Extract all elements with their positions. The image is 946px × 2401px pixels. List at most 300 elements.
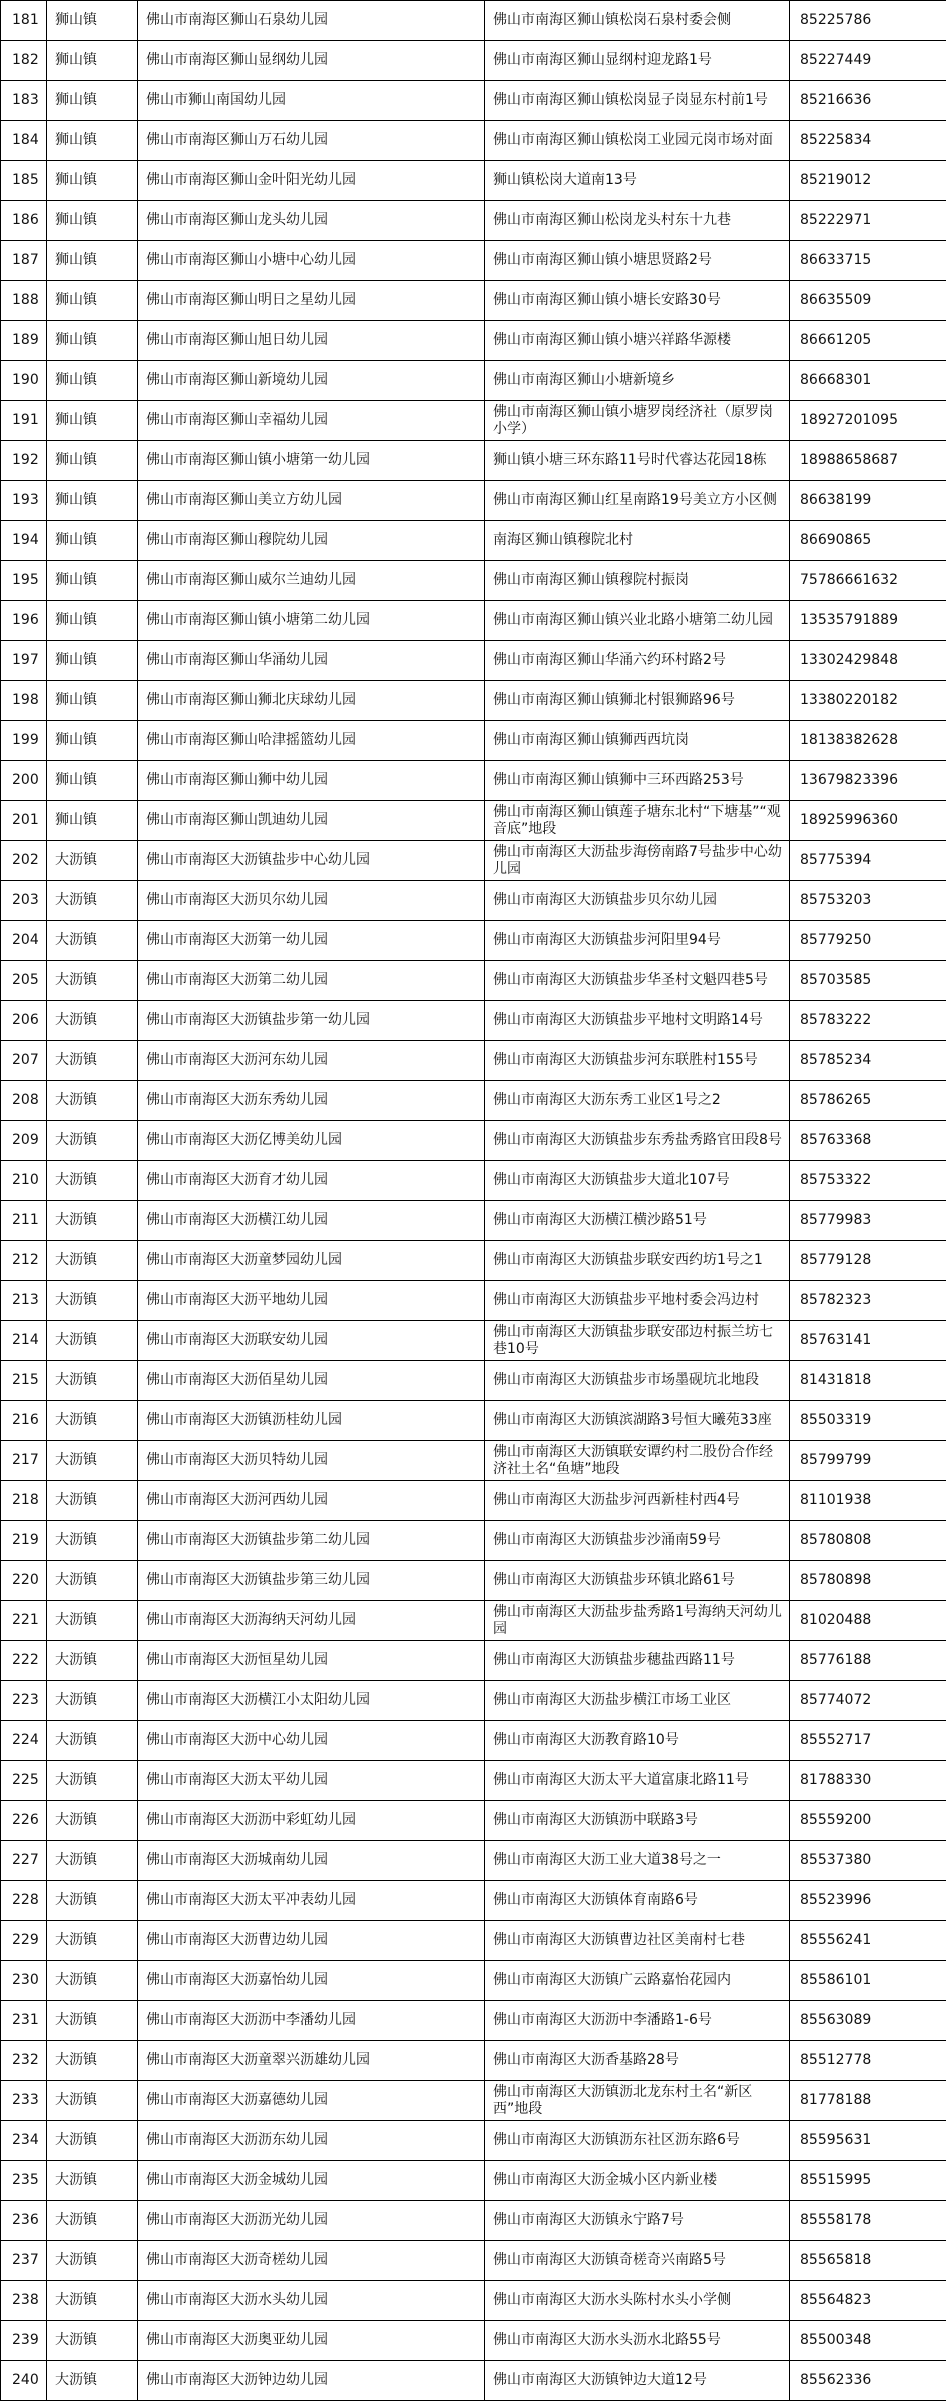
row-number: 186 bbox=[1, 201, 47, 241]
phone: 13302429848 bbox=[790, 641, 946, 681]
row-number: 217 bbox=[1, 1441, 47, 1481]
table-row bbox=[1, 1641, 946, 1681]
table-row bbox=[1, 81, 946, 121]
table-row bbox=[1, 681, 946, 721]
address: 佛山市南海区狮山显纲村迎龙路1号 bbox=[485, 41, 790, 81]
town: 大沥镇 bbox=[47, 1281, 138, 1321]
kindergarten-name: 佛山市南海区狮山旭日幼儿园 bbox=[138, 321, 485, 361]
town: 大沥镇 bbox=[47, 2361, 138, 2401]
kindergarten-name: 佛山市南海区大沥河西幼儿园 bbox=[138, 1481, 485, 1521]
kindergarten-name: 佛山市南海区大沥第一幼儿园 bbox=[138, 921, 485, 961]
address: 佛山市南海区大沥镇盐步平地村文明路14号 bbox=[485, 1001, 790, 1041]
phone: 85776188 bbox=[790, 1641, 946, 1681]
table-row bbox=[1, 201, 946, 241]
town: 大沥镇 bbox=[47, 2081, 138, 2121]
kindergarten-name: 佛山市南海区大沥太平幼儿园 bbox=[138, 1761, 485, 1801]
kindergarten-name: 佛山市南海区狮山龙头幼儿园 bbox=[138, 201, 485, 241]
table-row bbox=[1, 881, 946, 921]
table-row bbox=[1, 761, 946, 801]
row-number: 230 bbox=[1, 1961, 47, 2001]
phone: 85780898 bbox=[790, 1561, 946, 1601]
address: 佛山市南海区大沥横江横沙路51号 bbox=[485, 1201, 790, 1241]
address: 佛山市南海区狮山镇莲子塘东北村“下塘基”“观音底”地段 bbox=[485, 801, 790, 841]
table-row bbox=[1, 2281, 946, 2321]
phone: 85775394 bbox=[790, 841, 946, 881]
address: 佛山市南海区狮山镇小塘罗岗经济社（原罗岗小学） bbox=[485, 401, 790, 441]
phone: 85786265 bbox=[790, 1081, 946, 1121]
phone: 18988658687 bbox=[790, 441, 946, 481]
table-row bbox=[1, 1761, 946, 1801]
table-row bbox=[1, 1281, 946, 1321]
town: 大沥镇 bbox=[47, 2001, 138, 2041]
address: 佛山市南海区大沥镇盐步环镇北路61号 bbox=[485, 1561, 790, 1601]
kindergarten-name: 佛山市南海区大沥河东幼儿园 bbox=[138, 1041, 485, 1081]
phone: 85564823 bbox=[790, 2281, 946, 2321]
table-row bbox=[1, 321, 946, 361]
town: 大沥镇 bbox=[47, 1521, 138, 1561]
phone: 85565818 bbox=[790, 2241, 946, 2281]
kindergarten-name: 佛山市南海区大沥嘉德幼儿园 bbox=[138, 2081, 485, 2121]
kindergarten-name: 佛山市南海区狮山凯迪幼儿园 bbox=[138, 801, 485, 841]
table-row bbox=[1, 2161, 946, 2201]
town: 大沥镇 bbox=[47, 921, 138, 961]
row-number: 224 bbox=[1, 1721, 47, 1761]
kindergarten-name: 佛山市南海区大沥第二幼儿园 bbox=[138, 961, 485, 1001]
kindergarten-name: 佛山市南海区狮山镇小塘第一幼儿园 bbox=[138, 441, 485, 481]
phone: 81101938 bbox=[790, 1481, 946, 1521]
phone: 85562336 bbox=[790, 2361, 946, 2401]
row-number: 236 bbox=[1, 2201, 47, 2241]
kindergarten-name: 佛山市南海区大沥童翠兴沥雄幼儿园 bbox=[138, 2041, 485, 2081]
address: 佛山市南海区大沥盐步海傍南路7号盐步中心幼儿园 bbox=[485, 841, 790, 881]
town: 大沥镇 bbox=[47, 1161, 138, 1201]
row-number: 214 bbox=[1, 1321, 47, 1361]
table-row bbox=[1, 1121, 946, 1161]
kindergarten-name: 佛山市南海区狮山狮中幼儿园 bbox=[138, 761, 485, 801]
phone: 85216636 bbox=[790, 81, 946, 121]
row-number: 202 bbox=[1, 841, 47, 881]
town: 大沥镇 bbox=[47, 1121, 138, 1161]
kindergarten-name: 佛山市南海区大沥水头幼儿园 bbox=[138, 2281, 485, 2321]
kindergarten-name: 佛山市南海区大沥横江幼儿园 bbox=[138, 1201, 485, 1241]
address: 佛山市南海区大沥镇沥东社区沥东路6号 bbox=[485, 2121, 790, 2161]
address: 佛山市南海区狮山镇松岗工业园元岗市场对面 bbox=[485, 121, 790, 161]
row-number: 197 bbox=[1, 641, 47, 681]
address: 佛山市南海区狮山红星南路19号美立方小区侧 bbox=[485, 481, 790, 521]
address: 佛山市南海区大沥水头陈村水头小学侧 bbox=[485, 2281, 790, 2321]
town: 大沥镇 bbox=[47, 881, 138, 921]
phone: 81788330 bbox=[790, 1761, 946, 1801]
town: 大沥镇 bbox=[47, 1441, 138, 1481]
kindergarten-name: 佛山市南海区大沥亿博美幼儿园 bbox=[138, 1121, 485, 1161]
table-row bbox=[1, 121, 946, 161]
address: 佛山市南海区狮山镇小塘思贤路2号 bbox=[485, 241, 790, 281]
row-number: 218 bbox=[1, 1481, 47, 1521]
address: 佛山市南海区大沥金城小区内新业楼 bbox=[485, 2161, 790, 2201]
town: 狮山镇 bbox=[47, 41, 138, 81]
address: 佛山市南海区大沥镇永宁路7号 bbox=[485, 2201, 790, 2241]
kindergarten-name: 佛山市南海区大沥贝尔幼儿园 bbox=[138, 881, 485, 921]
address: 佛山市南海区大沥香基路28号 bbox=[485, 2041, 790, 2081]
town: 狮山镇 bbox=[47, 521, 138, 561]
row-number: 196 bbox=[1, 601, 47, 641]
address: 狮山镇松岗大道南13号 bbox=[485, 161, 790, 201]
town: 狮山镇 bbox=[47, 161, 138, 201]
table-row bbox=[1, 1521, 946, 1561]
town: 狮山镇 bbox=[47, 361, 138, 401]
table-row bbox=[1, 1401, 946, 1441]
address: 佛山市南海区大沥东秀工业区1号之2 bbox=[485, 1081, 790, 1121]
town: 大沥镇 bbox=[47, 1321, 138, 1361]
row-number: 204 bbox=[1, 921, 47, 961]
table-row bbox=[1, 1841, 946, 1881]
address: 佛山市南海区狮山小塘新境乡 bbox=[485, 361, 790, 401]
town: 大沥镇 bbox=[47, 1401, 138, 1441]
table-row bbox=[1, 2241, 946, 2281]
address: 佛山市南海区大沥镇盐步河阳里94号 bbox=[485, 921, 790, 961]
address: 佛山市南海区狮山镇狮北村银狮路96号 bbox=[485, 681, 790, 721]
row-number: 190 bbox=[1, 361, 47, 401]
table-row bbox=[1, 281, 946, 321]
town: 大沥镇 bbox=[47, 2201, 138, 2241]
address: 佛山市南海区大沥沥中李潘路1-6号 bbox=[485, 2001, 790, 2041]
kindergarten-name: 佛山市南海区大沥沥光幼儿园 bbox=[138, 2201, 485, 2241]
phone: 18925996360 bbox=[790, 801, 946, 841]
row-number: 200 bbox=[1, 761, 47, 801]
phone: 85774072 bbox=[790, 1681, 946, 1721]
town: 狮山镇 bbox=[47, 801, 138, 841]
row-number: 232 bbox=[1, 2041, 47, 2081]
phone: 86633715 bbox=[790, 241, 946, 281]
table-row bbox=[1, 1921, 946, 1961]
row-number: 223 bbox=[1, 1681, 47, 1721]
town: 大沥镇 bbox=[47, 1081, 138, 1121]
kindergarten-name: 佛山市南海区狮山镇小塘第二幼儿园 bbox=[138, 601, 485, 641]
table-row bbox=[1, 961, 946, 1001]
address: 佛山市南海区狮山镇穆院村振岗 bbox=[485, 561, 790, 601]
table-row bbox=[1, 561, 946, 601]
phone: 81778188 bbox=[790, 2081, 946, 2121]
row-number: 181 bbox=[1, 1, 47, 41]
address: 佛山市南海区大沥镇盐步东秀盐秀路官田段8号 bbox=[485, 1121, 790, 1161]
address: 佛山市南海区狮山镇狮中三环西路253号 bbox=[485, 761, 790, 801]
phone: 85563089 bbox=[790, 2001, 946, 2041]
address: 佛山市南海区大沥镇盐步联安邵边村振兰坊七巷10号 bbox=[485, 1321, 790, 1361]
phone: 85225834 bbox=[790, 121, 946, 161]
address: 佛山市南海区大沥盐步河西新桂村西4号 bbox=[485, 1481, 790, 1521]
town: 大沥镇 bbox=[47, 1721, 138, 1761]
table-row bbox=[1, 2321, 946, 2361]
address: 佛山市南海区狮山松岗龙头村东十九巷 bbox=[485, 201, 790, 241]
row-number: 222 bbox=[1, 1641, 47, 1681]
town: 大沥镇 bbox=[47, 1041, 138, 1081]
row-number: 219 bbox=[1, 1521, 47, 1561]
row-number: 240 bbox=[1, 2361, 47, 2401]
kindergarten-name: 佛山市南海区大沥奇槎幼儿园 bbox=[138, 2241, 485, 2281]
phone: 85782323 bbox=[790, 1281, 946, 1321]
town: 狮山镇 bbox=[47, 681, 138, 721]
kindergarten-name: 佛山市南海区狮山威尔兰迪幼儿园 bbox=[138, 561, 485, 601]
row-number: 212 bbox=[1, 1241, 47, 1281]
address: 佛山市南海区大沥盐步横江市场工业区 bbox=[485, 1681, 790, 1721]
phone: 18927201095 bbox=[790, 401, 946, 441]
phone: 85753322 bbox=[790, 1161, 946, 1201]
address: 佛山市南海区大沥镇沥北龙东村土名“新区西”地段 bbox=[485, 2081, 790, 2121]
row-number: 203 bbox=[1, 881, 47, 921]
table-row bbox=[1, 1601, 946, 1641]
address: 佛山市南海区狮山华涌六约环村路2号 bbox=[485, 641, 790, 681]
row-number: 188 bbox=[1, 281, 47, 321]
address: 佛山市南海区大沥镇盐步大道北107号 bbox=[485, 1161, 790, 1201]
table-row bbox=[1, 361, 946, 401]
row-number: 210 bbox=[1, 1161, 47, 1201]
kindergarten-name: 佛山市南海区大沥沥东幼儿园 bbox=[138, 2121, 485, 2161]
address: 佛山市南海区大沥镇奇槎奇兴南路5号 bbox=[485, 2241, 790, 2281]
kindergarten-name: 佛山市南海区狮山石泉幼儿园 bbox=[138, 1, 485, 41]
town: 狮山镇 bbox=[47, 201, 138, 241]
table-row bbox=[1, 1881, 946, 1921]
kindergarten-name: 佛山市南海区狮山新境幼儿园 bbox=[138, 361, 485, 401]
row-number: 207 bbox=[1, 1041, 47, 1081]
row-number: 225 bbox=[1, 1761, 47, 1801]
kindergarten-name: 佛山市南海区狮山幸福幼儿园 bbox=[138, 401, 485, 441]
row-number: 184 bbox=[1, 121, 47, 161]
town: 狮山镇 bbox=[47, 121, 138, 161]
phone: 85783222 bbox=[790, 1001, 946, 1041]
table-row bbox=[1, 721, 946, 761]
table-row bbox=[1, 1361, 946, 1401]
table-row bbox=[1, 481, 946, 521]
address: 佛山市南海区大沥镇盐步沙涌南59号 bbox=[485, 1521, 790, 1561]
table-row bbox=[1, 1, 946, 41]
kindergarten-name: 佛山市南海区大沥中心幼儿园 bbox=[138, 1721, 485, 1761]
row-number: 226 bbox=[1, 1801, 47, 1841]
row-number: 189 bbox=[1, 321, 47, 361]
row-number: 198 bbox=[1, 681, 47, 721]
phone: 85515995 bbox=[790, 2161, 946, 2201]
town: 大沥镇 bbox=[47, 1241, 138, 1281]
address: 佛山市南海区大沥镇曹边社区美南村七巷 bbox=[485, 1921, 790, 1961]
town: 大沥镇 bbox=[47, 1841, 138, 1881]
kindergarten-name: 佛山市南海区大沥镇盐步中心幼儿园 bbox=[138, 841, 485, 881]
kindergarten-name: 佛山市南海区大沥金城幼儿园 bbox=[138, 2161, 485, 2201]
row-number: 183 bbox=[1, 81, 47, 121]
town: 大沥镇 bbox=[47, 2161, 138, 2201]
table-row bbox=[1, 1481, 946, 1521]
table-row bbox=[1, 2361, 946, 2401]
address: 佛山市南海区大沥镇盐步华圣村文魁四巷5号 bbox=[485, 961, 790, 1001]
phone: 85558178 bbox=[790, 2201, 946, 2241]
table-row bbox=[1, 841, 946, 881]
phone: 85780808 bbox=[790, 1521, 946, 1561]
town: 狮山镇 bbox=[47, 441, 138, 481]
table-row bbox=[1, 601, 946, 641]
kindergarten-name: 佛山市南海区狮山华涌幼儿园 bbox=[138, 641, 485, 681]
phone: 85503319 bbox=[790, 1401, 946, 1441]
table-row bbox=[1, 2121, 946, 2161]
phone: 85763368 bbox=[790, 1121, 946, 1161]
phone: 81431818 bbox=[790, 1361, 946, 1401]
kindergarten-name: 佛山市南海区狮山金叶阳光幼儿园 bbox=[138, 161, 485, 201]
address: 佛山市南海区大沥镇沥中联路3号 bbox=[485, 1801, 790, 1841]
address: 佛山市南海区狮山镇兴业北路小塘第二幼儿园 bbox=[485, 601, 790, 641]
row-number: 193 bbox=[1, 481, 47, 521]
kindergarten-name: 佛山市南海区大沥沥中彩虹幼儿园 bbox=[138, 1801, 485, 1841]
kindergarten-name: 佛山市南海区大沥奥亚幼儿园 bbox=[138, 2321, 485, 2361]
kindergarten-name: 佛山市南海区大沥育才幼儿园 bbox=[138, 1161, 485, 1201]
phone: 86661205 bbox=[790, 321, 946, 361]
table-row bbox=[1, 2001, 946, 2041]
table-row bbox=[1, 801, 946, 841]
phone: 85799799 bbox=[790, 1441, 946, 1481]
town: 狮山镇 bbox=[47, 1, 138, 41]
table-row bbox=[1, 1441, 946, 1481]
phone: 86638199 bbox=[790, 481, 946, 521]
table-row bbox=[1, 441, 946, 481]
row-number: 215 bbox=[1, 1361, 47, 1401]
kindergarten-name: 佛山市南海区大沥嘉怡幼儿园 bbox=[138, 1961, 485, 2001]
row-number: 239 bbox=[1, 2321, 47, 2361]
address: 佛山市南海区大沥镇体育南路6号 bbox=[485, 1881, 790, 1921]
row-number: 221 bbox=[1, 1601, 47, 1641]
town: 狮山镇 bbox=[47, 281, 138, 321]
row-number: 238 bbox=[1, 2281, 47, 2321]
kindergarten-name: 佛山市南海区大沥镇盐步第一幼儿园 bbox=[138, 1001, 485, 1041]
phone: 85559200 bbox=[790, 1801, 946, 1841]
row-number: 235 bbox=[1, 2161, 47, 2201]
row-number: 211 bbox=[1, 1201, 47, 1241]
town: 狮山镇 bbox=[47, 481, 138, 521]
row-number: 195 bbox=[1, 561, 47, 601]
address: 南海区狮山镇穆院北村 bbox=[485, 521, 790, 561]
phone: 85225786 bbox=[790, 1, 946, 41]
kindergarten-name: 佛山市南海区大沥沥中李潘幼儿园 bbox=[138, 2001, 485, 2041]
town: 狮山镇 bbox=[47, 721, 138, 761]
phone: 86635509 bbox=[790, 281, 946, 321]
table-row bbox=[1, 1321, 946, 1361]
phone: 85785234 bbox=[790, 1041, 946, 1081]
table-row bbox=[1, 1241, 946, 1281]
town: 狮山镇 bbox=[47, 641, 138, 681]
address: 佛山市南海区大沥镇广云路嘉怡花园内 bbox=[485, 1961, 790, 2001]
row-number: 201 bbox=[1, 801, 47, 841]
phone: 85586101 bbox=[790, 1961, 946, 2001]
town: 狮山镇 bbox=[47, 401, 138, 441]
phone: 85763141 bbox=[790, 1321, 946, 1361]
table-body bbox=[1, 1, 946, 2401]
row-number: 206 bbox=[1, 1001, 47, 1041]
kindergarten-name: 佛山市南海区狮山明日之星幼儿园 bbox=[138, 281, 485, 321]
row-number: 233 bbox=[1, 2081, 47, 2121]
phone: 85556241 bbox=[790, 1921, 946, 1961]
row-number: 205 bbox=[1, 961, 47, 1001]
table-row bbox=[1, 161, 946, 201]
address: 佛山市南海区狮山镇小塘兴祥路华源楼 bbox=[485, 321, 790, 361]
row-number: 208 bbox=[1, 1081, 47, 1121]
town: 狮山镇 bbox=[47, 601, 138, 641]
town: 大沥镇 bbox=[47, 2041, 138, 2081]
table-row bbox=[1, 2201, 946, 2241]
row-number: 209 bbox=[1, 1121, 47, 1161]
table-row bbox=[1, 401, 946, 441]
row-number: 187 bbox=[1, 241, 47, 281]
town: 狮山镇 bbox=[47, 81, 138, 121]
kindergarten-name: 佛山市南海区大沥横江小太阳幼儿园 bbox=[138, 1681, 485, 1721]
town: 大沥镇 bbox=[47, 1561, 138, 1601]
town: 大沥镇 bbox=[47, 1481, 138, 1521]
phone: 85703585 bbox=[790, 961, 946, 1001]
phone: 85500348 bbox=[790, 2321, 946, 2361]
row-number: 229 bbox=[1, 1921, 47, 1961]
phone: 85523996 bbox=[790, 1881, 946, 1921]
table-row bbox=[1, 1041, 946, 1081]
address: 佛山市南海区大沥镇盐步穗盐西路11号 bbox=[485, 1641, 790, 1681]
town: 大沥镇 bbox=[47, 1361, 138, 1401]
table-row bbox=[1, 1001, 946, 1041]
kindergarten-name: 佛山市南海区大沥镇盐步第三幼儿园 bbox=[138, 1561, 485, 1601]
address: 佛山市南海区大沥镇盐步平地村委会冯边村 bbox=[485, 1281, 790, 1321]
address: 佛山市南海区大沥太平大道富康北路11号 bbox=[485, 1761, 790, 1801]
kindergarten-name: 佛山市南海区大沥佰星幼儿园 bbox=[138, 1361, 485, 1401]
table-row bbox=[1, 921, 946, 961]
town: 狮山镇 bbox=[47, 321, 138, 361]
kindergarten-name: 佛山市南海区大沥东秀幼儿园 bbox=[138, 1081, 485, 1121]
address: 狮山镇小塘三环东路11号时代睿达花园18栋 bbox=[485, 441, 790, 481]
address: 佛山市南海区大沥镇联安谭约村二股份合作经济社土名“鱼塘”地段 bbox=[485, 1441, 790, 1481]
kindergarten-name: 佛山市南海区大沥平地幼儿园 bbox=[138, 1281, 485, 1321]
phone: 85779128 bbox=[790, 1241, 946, 1281]
address: 佛山市南海区大沥镇盐步贝尔幼儿园 bbox=[485, 881, 790, 921]
row-number: 234 bbox=[1, 2121, 47, 2161]
kindergarten-name: 佛山市南海区大沥恒星幼儿园 bbox=[138, 1641, 485, 1681]
row-number: 213 bbox=[1, 1281, 47, 1321]
address: 佛山市南海区大沥工业大道38号之一 bbox=[485, 1841, 790, 1881]
town: 大沥镇 bbox=[47, 1001, 138, 1041]
table-row bbox=[1, 2041, 946, 2081]
town: 大沥镇 bbox=[47, 1641, 138, 1681]
phone: 13535791889 bbox=[790, 601, 946, 641]
kindergarten-name: 佛山市南海区狮山哈津摇篮幼儿园 bbox=[138, 721, 485, 761]
row-number: 194 bbox=[1, 521, 47, 561]
row-number: 216 bbox=[1, 1401, 47, 1441]
table-row bbox=[1, 1201, 946, 1241]
table-row bbox=[1, 241, 946, 281]
phone: 85537380 bbox=[790, 1841, 946, 1881]
table-row bbox=[1, 641, 946, 681]
town: 大沥镇 bbox=[47, 1961, 138, 2001]
town: 大沥镇 bbox=[47, 2281, 138, 2321]
address: 佛山市南海区狮山镇小塘长安路30号 bbox=[485, 281, 790, 321]
table-row bbox=[1, 2081, 946, 2121]
address: 佛山市南海区大沥教育路10号 bbox=[485, 1721, 790, 1761]
phone: 81020488 bbox=[790, 1601, 946, 1641]
town: 狮山镇 bbox=[47, 761, 138, 801]
town: 大沥镇 bbox=[47, 1681, 138, 1721]
table-row bbox=[1, 521, 946, 561]
phone: 85779983 bbox=[790, 1201, 946, 1241]
kindergarten-name: 佛山市南海区狮山显纲幼儿园 bbox=[138, 41, 485, 81]
address: 佛山市南海区大沥盐步盐秀路1号海纳天河幼儿园 bbox=[485, 1601, 790, 1641]
table-row bbox=[1, 1961, 946, 2001]
town: 大沥镇 bbox=[47, 2121, 138, 2161]
town: 大沥镇 bbox=[47, 1601, 138, 1641]
row-number: 182 bbox=[1, 41, 47, 81]
kindergarten-name: 佛山市南海区狮山穆院幼儿园 bbox=[138, 521, 485, 561]
kindergarten-name: 佛山市南海区大沥贝特幼儿园 bbox=[138, 1441, 485, 1481]
table-row bbox=[1, 1161, 946, 1201]
kindergarten-name: 佛山市南海区狮山万石幼儿园 bbox=[138, 121, 485, 161]
table-row bbox=[1, 1721, 946, 1761]
